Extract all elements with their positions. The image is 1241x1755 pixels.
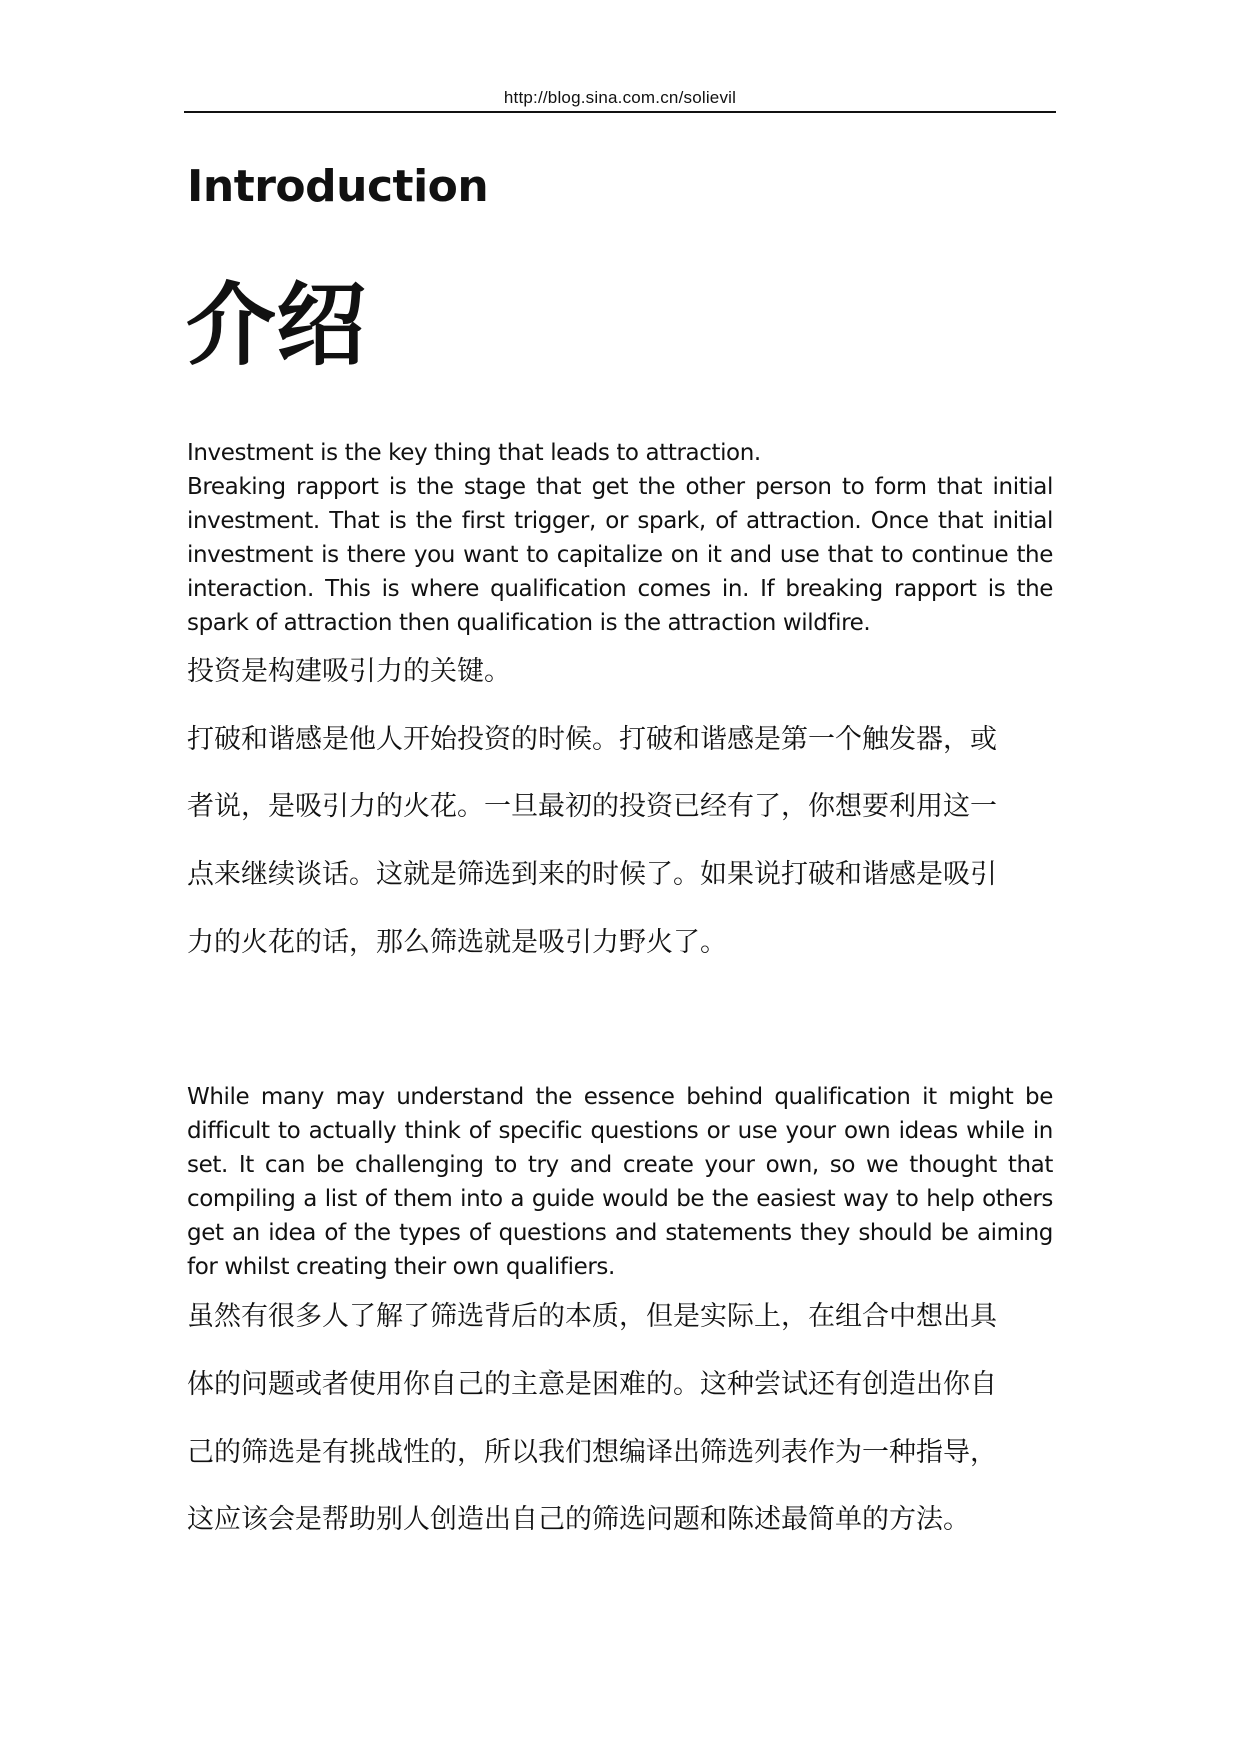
section1-english-lead: Investment is the key thing that leads to attraction. (187, 440, 761, 466)
page-title-chinese: 介绍 (186, 272, 366, 378)
section1-chinese-line: 力的火花的话，那么筛选就是吸引力野火了。 (187, 927, 727, 958)
section1-english-body: Breaking rapport is the stage that get the other person to form that initial investment. That is the first trigger, or spark, of attraction. Once that initial investment is there you want to capitalize on it and use that to continue the interaction. This is where qualification comes in. If breaking rapport is the spark of attraction then qualification is the attraction wildfire. (187, 474, 1053, 636)
section2-chinese-line: 这应该会是帮助别人创造出自己的筛选问题和陈述最简单的方法。 (187, 1504, 970, 1535)
section2-chinese-line: 己的筛选是有挑战性的，所以我们想编译出筛选列表作为一种指导， (187, 1437, 997, 1468)
header-divider (184, 111, 1056, 113)
header-url: http://blog.sina.com.cn/solievil (503, 88, 737, 107)
section2-english-body: While many may understand the essence behind qualification it might be difficult to actually think of specific questions or use your own ideas while in set. It can be challenging to try and create your own, so we thought that compiling a list of them into a guide would be the easiest way to help others get an idea of the types of questions and statements they should be aiming for whilst creating their own qualifiers. (187, 1084, 1053, 1280)
section1-chinese-line: 打破和谐感是他人开始投资的时候。打破和谐感是第一个触发器，或 (187, 724, 997, 755)
section2-chinese-line: 虽然有很多人了解了筛选背后的本质，但是实际上，在组合中想出具 (187, 1301, 997, 1332)
section1-chinese-lead: 投资是构建吸引力的关键。 (187, 656, 511, 687)
section1-chinese-line: 者说，是吸引力的火花。一旦最初的投资已经有了，你想要利用这一 (187, 791, 997, 822)
page-title-english: Introduction (187, 161, 489, 212)
section2-chinese-line: 体的问题或者使用你自己的主意是困难的。这种尝试还有创造出你自 (187, 1369, 997, 1400)
section1-english (187, 436, 1053, 640)
section1-chinese-line: 点来继续谈话。这就是筛选到来的时候了。如果说打破和谐感是吸引 (187, 859, 997, 890)
section2-english (187, 1080, 1053, 1284)
